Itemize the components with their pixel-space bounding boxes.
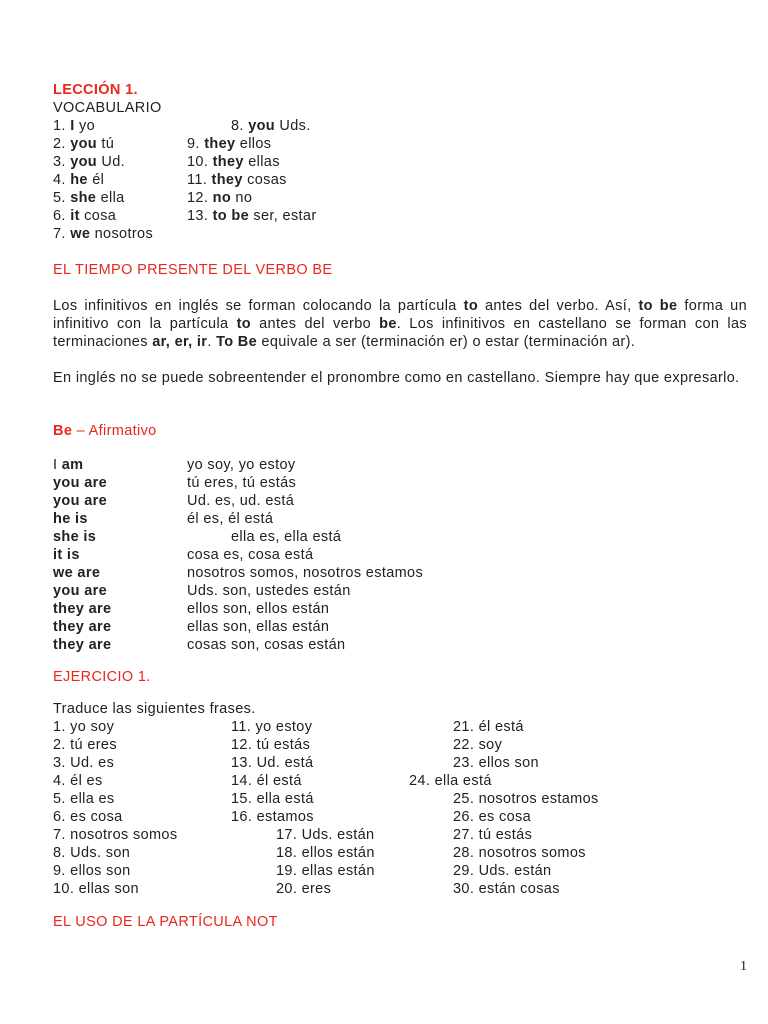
- vocab-item: 6. it cosa: [53, 208, 117, 224]
- exercise-item: 25. nosotros estamos: [453, 791, 599, 807]
- exercise-item: 8. Uds. son: [53, 845, 131, 861]
- conjugation-en: you are: [53, 475, 108, 491]
- exercise-item: 14. él está: [231, 773, 302, 789]
- exercise-item: 12. tú estás: [231, 737, 311, 753]
- paragraph-infinitives: Los infinitivos en inglés se forman colocando la partícula to antes del verbo. Así, to be forma un infinitivo con la partícula to antes del verbo be. Los infinitivos en castellano se forman con las terminaciones ar, er, ir. To Be equivale a ser (terminación er) o estar (terminación ar).: [53, 298, 748, 350]
- exercise-item: 15. ella está: [231, 791, 314, 807]
- exercise-item: 20. eres: [276, 881, 332, 897]
- conjugation-en: he is: [53, 511, 88, 527]
- exercise-item: 23. ellos son: [453, 755, 539, 771]
- exercise-item: 6. es cosa: [53, 809, 123, 825]
- exercise-item: 16. estamos: [231, 809, 314, 825]
- conjugation-es: cosas son, cosas están: [187, 637, 346, 653]
- exercise-item: 26. es cosa: [453, 809, 532, 825]
- exercise-item: 22. soy: [453, 737, 503, 753]
- exercise-item: 4. él es: [53, 773, 103, 789]
- conjugation-en: they are: [53, 601, 112, 617]
- exercise-item: 27. tú estás: [453, 827, 533, 843]
- conjugation-es: ellos son, ellos están: [187, 601, 330, 617]
- vocab-item: 1. I yo: [53, 118, 95, 134]
- conjugation-en: you are: [53, 583, 108, 599]
- conjugation-es: Uds. son, ustedes están: [187, 583, 351, 599]
- section-heading-present-tense: EL TIEMPO PRESENTE DEL VERBO BE: [53, 262, 333, 278]
- conjugation-es: nosotros somos, nosotros estamos: [187, 565, 424, 581]
- vocab-item: 8. you Uds.: [231, 118, 311, 134]
- page-number: 1: [740, 959, 747, 974]
- exercise-item: 24. ella está: [409, 773, 492, 789]
- vocab-item: 13. to be ser, estar: [187, 208, 317, 224]
- conjugation-en: they are: [53, 637, 112, 653]
- conjugation-es: ellas son, ellas están: [187, 619, 330, 635]
- paragraph-pronoun: En inglés no se puede sobreentender el pronombre como en castellano. Siempre hay que expresarlo.: [53, 370, 740, 386]
- conjugation-en: they are: [53, 619, 112, 635]
- conjugation-en: we are: [53, 565, 101, 581]
- exercise-item: 21. él está: [453, 719, 524, 735]
- exercise-item: 11. yo estoy: [231, 719, 313, 735]
- vocab-item: 2. you tú: [53, 136, 115, 152]
- vocab-item: 3. you Ud.: [53, 154, 126, 170]
- exercise-item: 7. nosotros somos: [53, 827, 178, 843]
- exercise-item: 30. están cosas: [453, 881, 560, 897]
- exercise-item: 5. ella es: [53, 791, 115, 807]
- conjugation-en: she is: [53, 529, 97, 545]
- conjugation-es: él es, él está: [187, 511, 274, 527]
- vocab-item: 5. she ella: [53, 190, 125, 206]
- conjugation-es: tú eres, tú estás: [187, 475, 297, 491]
- exercise-item: 18. ellos están: [276, 845, 375, 861]
- exercise-item: 19. ellas están: [276, 863, 375, 879]
- exercise-item: 1. yo soy: [53, 719, 115, 735]
- conjugation-en: it is: [53, 547, 80, 563]
- exercise-intro: Traduce las siguientes frases.: [53, 701, 256, 717]
- lesson-title: LECCIÓN 1.: [53, 82, 138, 98]
- exercise-item: 2. tú eres: [53, 737, 117, 753]
- conjugation-en: I am: [53, 457, 84, 473]
- exercise-item: 28. nosotros somos: [453, 845, 586, 861]
- conjugation-es: Ud. es, ud. está: [187, 493, 295, 509]
- vocab-item: 10. they ellas: [187, 154, 280, 170]
- exercise-item: 29. Uds. están: [453, 863, 552, 879]
- vocab-item: 4. he él: [53, 172, 105, 188]
- conjugation-es: ella es, ella está: [231, 529, 342, 545]
- conjugation-en: you are: [53, 493, 108, 509]
- vocab-item: 7. we nosotros: [53, 226, 154, 242]
- conjugation-es: cosa es, cosa está: [187, 547, 314, 563]
- affirmative-heading: Be – Afirmativo: [53, 423, 157, 439]
- vocab-heading: VOCABULARIO: [53, 100, 162, 116]
- vocab-item: 11. they cosas: [187, 172, 287, 188]
- exercise-item: 9. ellos son: [53, 863, 131, 879]
- exercise-item: 10. ellas son: [53, 881, 139, 897]
- vocab-item: 12. no no: [187, 190, 253, 206]
- conjugation-es: yo soy, yo estoy: [187, 457, 296, 473]
- exercise-item: 13. Ud. está: [231, 755, 314, 771]
- exercise-heading: EJERCICIO 1.: [53, 669, 151, 685]
- exercise-item: 17. Uds. están: [276, 827, 375, 843]
- vocab-item: 9. they ellos: [187, 136, 272, 152]
- exercise-item: 3. Ud. es: [53, 755, 115, 771]
- section-heading-not: EL USO DE LA PARTÍCULA NOT: [53, 914, 278, 930]
